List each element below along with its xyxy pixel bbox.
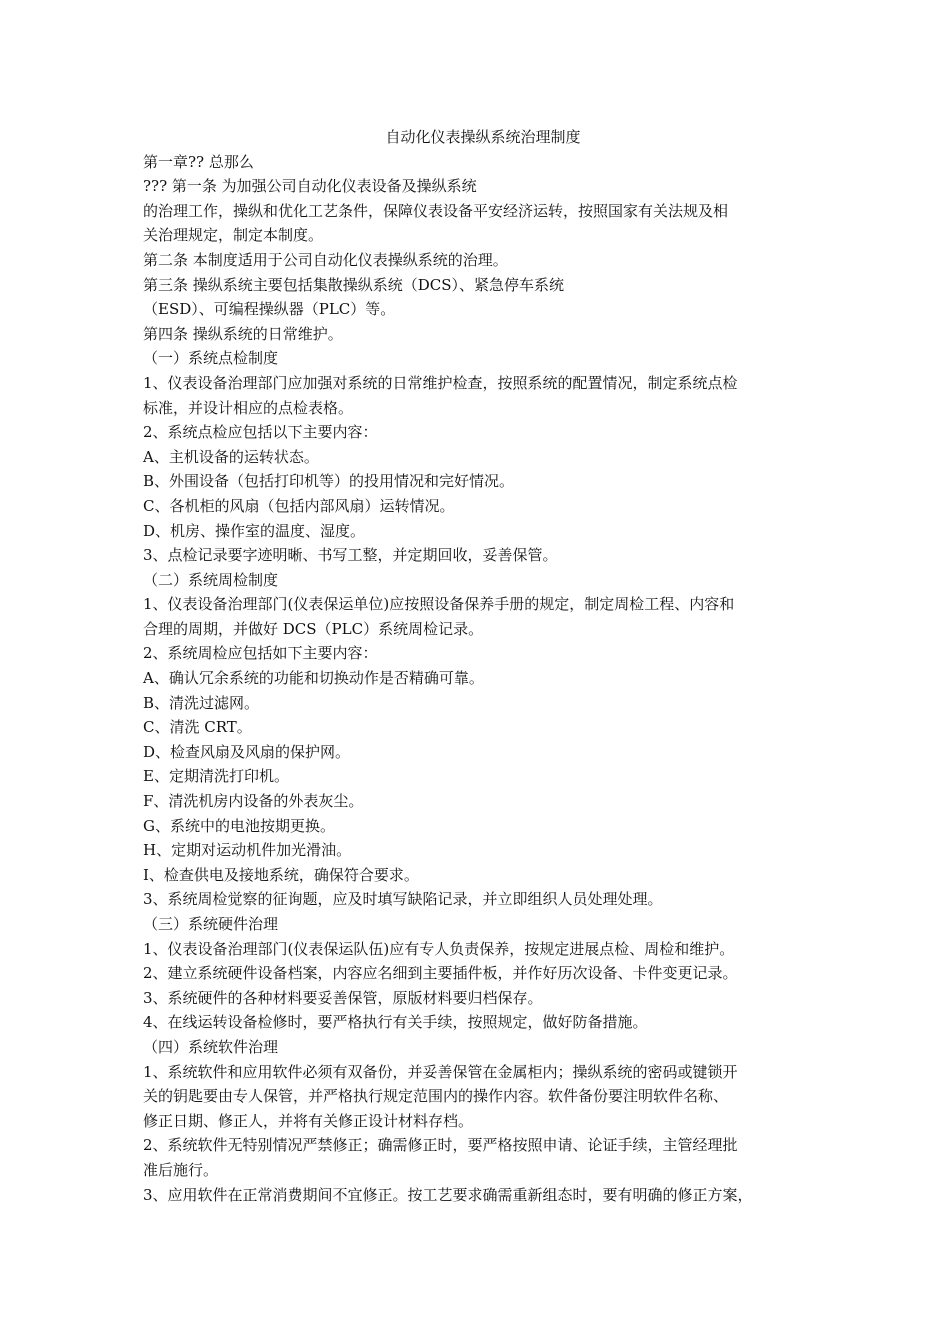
document-line: D、检查风扇及风扇的保护网。 bbox=[143, 742, 351, 761]
document-line: （二）系统周检制度 bbox=[143, 570, 279, 589]
document-line: B、外围设备（包括打印机等）的投用情况和完好情况。 bbox=[143, 472, 515, 491]
document-line: 第三条 操纵系统主要包括集散操纵系统（DCS）、紧急停车系统 bbox=[143, 275, 565, 294]
document-line: 2、系统软件无特别情况严禁修正；确需修正时，要严格按照申请、论证手续，主管经理批 bbox=[143, 1136, 738, 1155]
document-line: 3、系统硬件的各种材料要妥善保管，原版材料要归档保存。 bbox=[143, 988, 543, 1007]
document-line: （ESD）、可编程操纵器（PLC）等。 bbox=[143, 300, 396, 319]
document-title: 自动化仪表操纵系统治理制度 bbox=[385, 128, 581, 146]
document-line: ??? 第一条 为加强公司自动化仪表设备及操纵系统 bbox=[143, 177, 477, 196]
document-line: （三）系统硬件治理 bbox=[143, 915, 279, 933]
document-line: A、主机设备的运转状态。 bbox=[143, 447, 319, 466]
document-line: 合理的周期，并做好 DCS（PLC）系统周检记录。 bbox=[143, 619, 484, 638]
document-line: H、定期对运动机件加光滑油。 bbox=[143, 841, 352, 860]
document-line: I、检查供电及接地系统，确保符合要求。 bbox=[143, 865, 419, 884]
document-line: 3、系统周检觉察的征询题，应及时填写缺陷记录，并立即组织人员处理处理。 bbox=[143, 890, 663, 909]
document-line: E、定期清洗打印机。 bbox=[143, 767, 289, 786]
document-line: F、清洗机房内设备的外表灰尘。 bbox=[143, 792, 364, 811]
document-line: 修正日期、修正人，并将有关修正设计材料存档。 bbox=[143, 1111, 474, 1130]
document-line: （四）系统软件治理 bbox=[143, 1037, 279, 1056]
document-line: 第四条 操纵系统的日常维护。 bbox=[143, 324, 343, 343]
document-line: 3、点检记录要字迹明晰、书写工整，并定期回收，妥善保管。 bbox=[143, 546, 558, 565]
document-line: 1、仪表设备治理部门(仪表保运单位)应按照设备保养手册的规定，制定周检工程、内容和 bbox=[143, 595, 735, 614]
document-line: C、清洗 CRT。 bbox=[143, 718, 252, 737]
document-line: 第一章?? 总那么 bbox=[143, 152, 254, 171]
document-line: 准后施行。 bbox=[143, 1160, 219, 1179]
document-line: B、清洗过滤网。 bbox=[143, 693, 260, 712]
document-line: D、机房、操作室的温度、湿度。 bbox=[143, 521, 366, 540]
document-line: 2、建立系统硬件设备档案，内容应名细到主要插件板，并作好历次设备、卡件变更记录。 bbox=[143, 964, 738, 983]
document-line: 3、应用软件在正常消费期间不宜修正。按工艺要求确需重新组态时，要有明确的修正方案， bbox=[143, 1185, 753, 1204]
document-line: A、确认冗余系统的功能和切换动作是否精确可靠。 bbox=[143, 669, 484, 688]
document-line: 关的钥匙要由专人保管，并严格执行规定范围内的操作内容。软件备份要注明软件名称、 bbox=[143, 1087, 729, 1106]
document-lines bbox=[143, 150, 823, 1208]
document-line: 的治理工作，操纵和优化工艺条件，保障仪表设备平安经济运转，按照国家有关法规及相 bbox=[143, 201, 729, 220]
document-line: 1、系统软件和应用软件必须有双备份，并妥善保管在金属柜内；操纵系统的密码或键锁开 bbox=[143, 1062, 738, 1081]
document-line: （一）系统点检制度 bbox=[143, 349, 279, 368]
document-line: 1、仪表设备治理部门应加强对系统的日常维护检查，按照系统的配置情况，制定系统点检 bbox=[143, 373, 738, 392]
document-line: C、各机柜的风扇（包括内部风扇）运转情况。 bbox=[143, 496, 455, 515]
document-line: 4、在线运转设备检修时，要严格执行有关手续，按照规定，做好防备措施。 bbox=[143, 1013, 648, 1032]
document-line: 关治理规定，制定本制度。 bbox=[143, 226, 324, 245]
document-line: 1、仪表设备治理部门(仪表保运队伍)应有专人负责保养，按规定进展点检、周检和维护。 bbox=[143, 939, 735, 958]
document-line: 第二条 本制度适用于公司自动化仪表操纵系统的治理。 bbox=[143, 250, 508, 269]
document-line: 2、系统周检应包括如下主要内容： bbox=[143, 644, 378, 663]
document-body bbox=[143, 125, 823, 1207]
document-line: G、系统中的电池按期更换。 bbox=[143, 816, 335, 835]
document-line: 2、系统点检应包括以下主要内容： bbox=[143, 423, 378, 442]
document-line: 标准，并设计相应的点检表格。 bbox=[143, 398, 354, 417]
